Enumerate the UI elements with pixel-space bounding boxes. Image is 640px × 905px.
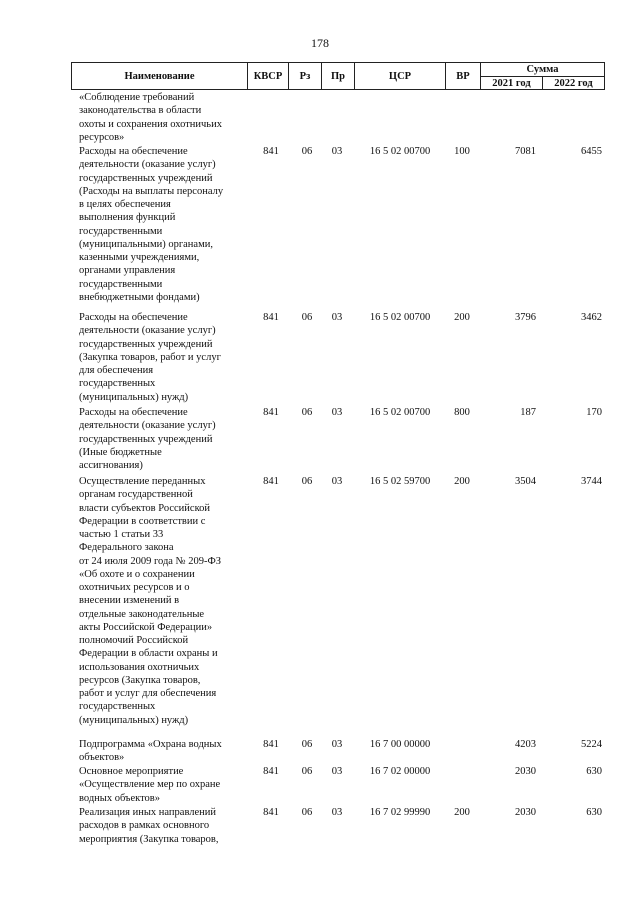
row-2022: 630 xyxy=(586,807,602,818)
row-name: Осуществление переданных органам государственной власти субъектов Российской Федерации в соответствии с частью 1 статьи 33 Федерального закона от 24 июля 2009 года № 209-ФЗ «Об охоте и о сохранении охотничьих ресурсов и о внесении изменений в отдельные законодательные акты Российской Федерации» полномочий Российской Федерации в области охраны и использования охотничьих ресурсов (Закупка товаров, работ и услуг для обеспечения государственных (муниципальных) нужд) xyxy=(79,476,222,726)
row-2022: 3744 xyxy=(581,476,602,487)
header-2021: 2021 год xyxy=(480,76,543,90)
row-rz: 06 xyxy=(301,476,313,487)
header-pr: Пр xyxy=(321,62,355,90)
row-rz: 06 xyxy=(301,739,313,750)
row-name: Подпрограмма «Охрана водных объектов» xyxy=(79,739,222,764)
row-2021: 2030 xyxy=(515,807,536,818)
row-pr: 03 xyxy=(331,146,343,157)
row-csr: 16 7 02 99990 xyxy=(369,807,431,818)
row-rz: 06 xyxy=(301,407,313,418)
row-kvsr: 841 xyxy=(263,407,279,418)
header-kvsr: КВСР xyxy=(247,62,289,90)
row-2021: 3796 xyxy=(515,312,536,323)
row-rz: 06 xyxy=(301,807,313,818)
row-pr: 03 xyxy=(331,766,343,777)
row-csr: 16 5 02 00700 xyxy=(369,407,431,418)
row-2022: 6455 xyxy=(581,146,602,157)
row-2021: 2030 xyxy=(515,766,536,777)
header-sum: Сумма xyxy=(480,62,605,77)
row-2022: 5224 xyxy=(581,739,602,750)
row-csr: 16 5 02 00700 xyxy=(369,146,431,157)
row-csr: 16 5 02 00700 xyxy=(369,312,431,323)
row-kvsr: 841 xyxy=(263,312,279,323)
row-pr: 03 xyxy=(331,407,343,418)
row-2022: 630 xyxy=(586,766,602,777)
header-vr: ВР xyxy=(445,62,481,90)
row-csr: 16 5 02 59700 xyxy=(369,476,431,487)
row-name: Основное мероприятие «Осуществление мер по охране водных объектов» xyxy=(79,766,221,804)
row-rz: 06 xyxy=(301,312,313,323)
row-csr: 16 7 02 00000 xyxy=(369,766,431,777)
row-vr: 200 xyxy=(454,312,470,323)
row-vr: 200 xyxy=(454,476,470,487)
header-rz: Рз xyxy=(288,62,322,90)
row-2022: 170 xyxy=(586,407,602,418)
row-name: Расходы на обеспечение деятельности (оказание услуг) государственных учреждений (Закупка товаров, работ и услуг для обеспечения государственных (муниципальных) нужд) xyxy=(79,312,221,403)
row-vr: 800 xyxy=(454,407,470,418)
row-csr: 16 7 00 00000 xyxy=(369,739,431,750)
row-2021: 3504 xyxy=(515,476,536,487)
page-number: 178 xyxy=(311,36,329,50)
row-2022: 3462 xyxy=(581,312,602,323)
row-2021: 4203 xyxy=(515,739,536,750)
row-pr: 03 xyxy=(331,739,343,750)
row-vr: 200 xyxy=(454,807,470,818)
row-kvsr: 841 xyxy=(263,807,279,818)
row-name: «Соблюдение требований законодательства в области охоты и сохранения охотничьих ресурсов» xyxy=(79,92,222,143)
row-name: Расходы на обеспечение деятельности (оказание услуг) государственных учреждений (Иные бюджетные ассигнования) xyxy=(79,407,216,471)
row-pr: 03 xyxy=(331,312,343,323)
row-rz: 06 xyxy=(301,146,313,157)
row-vr: 100 xyxy=(454,146,470,157)
header-name: Наименование xyxy=(71,62,248,90)
header-csr: ЦСР xyxy=(354,62,446,90)
row-kvsr: 841 xyxy=(263,766,279,777)
header-2022: 2022 год xyxy=(542,76,605,90)
row-2021: 187 xyxy=(520,407,536,418)
row-rz: 06 xyxy=(301,766,313,777)
row-kvsr: 841 xyxy=(263,476,279,487)
row-name: Расходы на обеспечение деятельности (оказание услуг) государственных учреждений (Расходы на выплаты персоналу в целях обеспечения выполнения функций государственными (муниципальными) органами, казенными учреждениями, органами управления государственными внебюджетными фондами) xyxy=(79,146,224,303)
row-pr: 03 xyxy=(331,807,343,818)
row-name: Реализация иных направлений расходов в рамках основного мероприятия (Закупка товаров, xyxy=(79,807,219,845)
row-kvsr: 841 xyxy=(263,146,279,157)
row-pr: 03 xyxy=(331,476,343,487)
row-2021: 7081 xyxy=(515,146,536,157)
row-kvsr: 841 xyxy=(263,739,279,750)
